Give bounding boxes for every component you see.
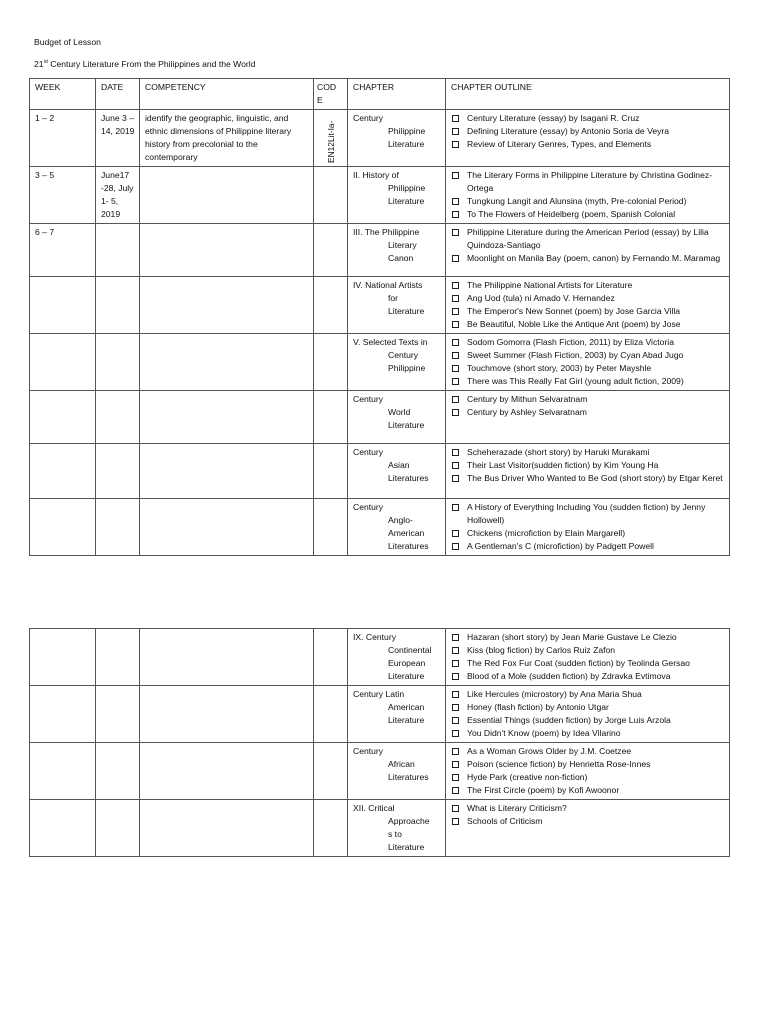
outline-item: [450, 701, 725, 714]
chapter-title: Century: [353, 113, 384, 123]
chapter-title-line: Literature: [388, 139, 425, 149]
outline-item-text: Century by Mithun Selvaratnam: [467, 394, 588, 404]
competency-cell: [140, 800, 314, 857]
checkbox-icon: [452, 660, 459, 667]
checkbox-icon: [452, 365, 459, 372]
chapter-outline-cell: [446, 444, 730, 499]
outline-item-text: Century Literature (essay) by Isagani R. Cruz: [467, 113, 640, 123]
outline-item: [450, 784, 725, 797]
chapter-cell: [348, 110, 446, 167]
outline-item-text: Touchmove (short story, 2003) by Peter Mayshle: [467, 363, 652, 373]
outline-list: [450, 802, 725, 828]
table-row: [30, 391, 730, 444]
table-row: [30, 167, 730, 224]
chapter-outline-cell: [446, 277, 730, 334]
outline-item: [450, 112, 725, 125]
outline-item: [450, 292, 725, 305]
chapter-title-line: American: [388, 702, 425, 712]
week-cell: [30, 800, 96, 857]
chapter-title-line: Literature: [388, 196, 425, 206]
chapter-outline-cell: [446, 334, 730, 391]
chapter-title-line: Continental: [388, 645, 432, 655]
code-cell: [314, 110, 348, 167]
outline-item: [450, 714, 725, 727]
chapter-outline-cell: [446, 686, 730, 743]
competency-cell: [140, 391, 314, 444]
table-row: [30, 499, 730, 556]
table-row: [30, 629, 730, 686]
outline-item-text: You Didn't Know (poem) by Idea Vilarino: [467, 728, 621, 738]
outline-item: [450, 279, 725, 292]
chapter-title-line: Anglo-: [388, 515, 413, 525]
date-cell: [96, 629, 140, 686]
outline-item: [450, 318, 725, 331]
code-text: EN12Lit-Ia-: [326, 120, 336, 164]
checkbox-icon: [452, 704, 459, 711]
checkbox-icon: [452, 321, 459, 328]
outline-item: [450, 138, 725, 151]
outline-list: [450, 169, 725, 221]
competency-cell: [140, 167, 314, 224]
outline-list: [450, 226, 725, 265]
outline-item: [450, 745, 725, 758]
chapter-title-line: Literatures: [388, 772, 429, 782]
outline-item: [450, 815, 725, 828]
checkbox-icon: [452, 295, 459, 302]
chapter-title-line: African: [388, 759, 415, 769]
chapter-title: IX. Century: [353, 632, 396, 642]
checkbox-icon: [452, 172, 459, 179]
outline-item-text: What is Literary Criticism?: [467, 803, 567, 813]
checkbox-icon: [452, 141, 459, 148]
chapter-title: IV. National Artists: [353, 280, 423, 290]
code-cell: [314, 167, 348, 224]
outline-item-text: Kiss (blog fiction) by Carlos Ruiz Zafon: [467, 645, 616, 655]
code-cell: [314, 800, 348, 857]
chapter-cell: [348, 334, 446, 391]
outline-item: [450, 375, 725, 388]
outline-item: [450, 406, 725, 419]
date-cell: [96, 277, 140, 334]
code-cell: [314, 277, 348, 334]
header-date: DATE: [96, 79, 140, 110]
checkbox-icon: [452, 818, 459, 825]
outline-item-text: Defining Literature (essay) by Antonio Soria de Veyra: [467, 126, 670, 136]
checkbox-icon: [452, 787, 459, 794]
week-cell: [30, 444, 96, 499]
outline-item-text: To The Flowers of Heidelberg (poem, Spanish Colonial: [467, 209, 676, 219]
chapter-title: XII. Critical: [353, 803, 395, 813]
outline-item-text: Hyde Park (creative non-fiction): [467, 772, 588, 782]
chapter-cell: [348, 167, 446, 224]
checkbox-icon: [452, 717, 459, 724]
date-cell: [96, 743, 140, 800]
outline-item-text: As a Woman Grows Older by J.M. Coetzee: [467, 746, 632, 756]
outline-item: [450, 501, 725, 527]
table-row: [30, 334, 730, 391]
chapter-cell: [348, 686, 446, 743]
chapter-title: Century: [353, 447, 384, 457]
checkbox-icon: [452, 339, 459, 346]
lesson-budget-table-continued: [29, 628, 730, 857]
checkbox-icon: [452, 282, 459, 289]
outline-item-text: There was This Really Fat Girl (young adult fiction, 2009): [467, 376, 684, 386]
competency-cell: [140, 444, 314, 499]
date-cell: [96, 499, 140, 556]
chapter-title: Century Latin: [353, 689, 405, 699]
header-chapter-outline: CHAPTER OUTLINE: [446, 79, 730, 110]
chapter-title: Century: [353, 746, 384, 756]
chapter-outline-cell: [446, 110, 730, 167]
checkbox-icon: [452, 229, 459, 236]
header-chapter: CHAPTER: [348, 79, 446, 110]
checkbox-icon: [452, 449, 459, 456]
chapter-title-line: Literary: [388, 240, 417, 250]
outline-item: [450, 527, 725, 540]
outline-item: [450, 362, 725, 375]
competency-cell: [140, 224, 314, 277]
chapter-cell: [348, 277, 446, 334]
outline-item: [450, 195, 725, 208]
chapter-title-line: s to: [388, 829, 402, 839]
outline-item-text: Blood of a Mole (sudden fiction) by Zdravka Evtimova: [467, 671, 671, 681]
code-cell: [314, 391, 348, 444]
outline-item: [450, 349, 725, 362]
chapter-title-line: Asian: [388, 460, 410, 470]
outline-item: [450, 336, 725, 349]
checkbox-icon: [452, 475, 459, 482]
outline-item: [450, 125, 725, 138]
week-cell: 3 – 5: [30, 167, 96, 224]
chapter-title-line: Literature: [388, 671, 425, 681]
outline-item-text: The Emperor's New Sonnet (poem) by Jose Garcia Villa: [467, 306, 681, 316]
outline-item-text: Their Last Visitor(sudden fiction) by Kim Young Ha: [467, 460, 659, 470]
outline-item: [450, 771, 725, 784]
checkbox-icon: [452, 543, 459, 550]
chapter-title-line: Philippine: [388, 363, 426, 373]
code-cell: [314, 499, 348, 556]
code-cell: [314, 743, 348, 800]
outline-item-text: Review of Literary Genres, Types, and Elements: [467, 139, 652, 149]
table-row: [30, 110, 730, 167]
outline-item: [450, 459, 725, 472]
outline-item-text: Like Hercules (microstory) by Ana Maria Shua: [467, 689, 642, 699]
checkbox-icon: [452, 504, 459, 511]
table-row: [30, 277, 730, 334]
outline-item-text: Ang Uod (tula) ni Amado V. Hernandez: [467, 293, 615, 303]
outline-item-text: Poison (science fiction) by Henrietta Rose-Innes: [467, 759, 651, 769]
week-cell: 1 – 2: [30, 110, 96, 167]
chapter-title: Century: [353, 394, 384, 404]
checkbox-icon: [452, 308, 459, 315]
chapter-title-line: Philippine: [388, 126, 426, 136]
week-cell: 6 – 7: [30, 224, 96, 277]
outline-item: [450, 631, 725, 644]
checkbox-icon: [452, 673, 459, 680]
checkbox-icon: [452, 115, 459, 122]
checkbox-icon: [452, 409, 459, 416]
outline-item: [450, 657, 725, 670]
date-cell: [96, 444, 140, 499]
checkbox-icon: [452, 805, 459, 812]
outline-item-text: The First Circle (poem) by Kofi Awoonor: [467, 785, 620, 795]
competency-cell: identify the geographic, linguistic, and ethnic dimensions of Philippine literary history from precolonial to the contemporary: [140, 110, 314, 167]
outline-item-text: A History of Everything Including You (sudden fiction) by Jenny Hollowell): [467, 502, 706, 525]
checkbox-icon: [452, 647, 459, 654]
outline-item: [450, 758, 725, 771]
chapter-outline-cell: [446, 629, 730, 686]
outline-item-text: Scheherazade (short story) by Haruki Murakami: [467, 447, 650, 457]
chapter-title-line: Literature: [388, 715, 425, 725]
outline-list: [450, 501, 725, 553]
checkbox-icon: [452, 255, 459, 262]
chapter-cell: [348, 629, 446, 686]
outline-item-text: A Gentleman's C (microfiction) by Padgett Powell: [467, 541, 654, 551]
outline-item: [450, 446, 725, 459]
chapter-title-line: Century: [388, 350, 419, 360]
lesson-budget-table: [29, 78, 730, 556]
chapter-title-line: Approache: [388, 816, 430, 826]
chapter-title-line: Philippine: [388, 183, 426, 193]
outline-item: [450, 802, 725, 815]
table-row: [30, 743, 730, 800]
outline-item: [450, 688, 725, 701]
outline-item-text: Moonlight on Manila Bay (poem, canon) by Fernando M. Maramag: [467, 253, 721, 263]
checkbox-icon: [452, 198, 459, 205]
outline-item: [450, 226, 725, 252]
table-row: [30, 800, 730, 857]
outline-item: [450, 670, 725, 683]
checkbox-icon: [452, 462, 459, 469]
week-cell: [30, 277, 96, 334]
week-cell: [30, 743, 96, 800]
chapter-title: Century: [353, 502, 384, 512]
outline-item-text: The Philippine National Artists for Literature: [467, 280, 633, 290]
checkbox-icon: [452, 730, 459, 737]
checkbox-icon: [452, 128, 459, 135]
code-cell: [314, 334, 348, 391]
checkbox-icon: [452, 378, 459, 385]
chapter-title-line: European: [388, 658, 426, 668]
document-title: Budget of Lesson: [34, 37, 101, 47]
chapter-cell: [348, 800, 446, 857]
outline-item-text: Honey (flash fiction) by Antonio Utgar: [467, 702, 609, 712]
chapter-outline-cell: [446, 167, 730, 224]
table-row: [30, 686, 730, 743]
outline-item: [450, 252, 725, 265]
date-cell: [96, 391, 140, 444]
chapter-outline-cell: [446, 499, 730, 556]
checkbox-icon: [452, 352, 459, 359]
competency-cell: [140, 686, 314, 743]
outline-list: [450, 631, 725, 683]
outline-item-text: Schools of Criticism: [467, 816, 543, 826]
outline-item: [450, 540, 725, 553]
table-row: [30, 224, 730, 277]
chapter-title-line: Literatures: [388, 541, 429, 551]
header-competency: COMPETENCY: [140, 79, 314, 110]
outline-item-text: Hazaran (short story) by Jean Marie Gustave Le Clezio: [467, 632, 677, 642]
chapter-title: III. The Philippine: [353, 227, 420, 237]
chapter-outline-cell: [446, 743, 730, 800]
week-cell: [30, 686, 96, 743]
code-cell: [314, 686, 348, 743]
chapter-outline-cell: [446, 391, 730, 444]
outline-item-text: Be Beautiful, Noble Like the Antique Ant (poem) by Jose: [467, 319, 681, 329]
date-cell: [96, 334, 140, 391]
checkbox-icon: [452, 396, 459, 403]
outline-item: [450, 169, 725, 195]
chapter-title-line: American: [388, 528, 425, 538]
chapter-title: V. Selected Texts in: [353, 337, 428, 347]
competency-cell: [140, 277, 314, 334]
chapter-title-line: Canon: [388, 253, 414, 263]
competency-cell: [140, 334, 314, 391]
outline-item-text: Century by Ashley Selvaratnam: [467, 407, 587, 417]
outline-item-text: Philippine Literature during the American Period (essay) by Lilia Quindoza-Santiago: [467, 227, 709, 250]
chapter-title-line: Literatures: [388, 473, 429, 483]
chapter-cell: [348, 224, 446, 277]
outline-list: [450, 112, 725, 151]
outline-item: [450, 208, 725, 221]
table-row: [30, 444, 730, 499]
competency-cell: [140, 743, 314, 800]
chapter-title: II. History of: [353, 170, 399, 180]
outline-list: [450, 745, 725, 797]
code-cell: [314, 444, 348, 499]
checkbox-icon: [452, 530, 459, 537]
chapter-cell: [348, 391, 446, 444]
table-header-row: [30, 79, 730, 110]
outline-item: [450, 472, 725, 485]
week-cell: [30, 629, 96, 686]
checkbox-icon: [452, 634, 459, 641]
checkbox-icon: [452, 774, 459, 781]
chapter-cell: [348, 444, 446, 499]
outline-item: [450, 393, 725, 406]
outline-list: [450, 446, 725, 485]
chapter-title-line: Literature: [388, 842, 425, 852]
outline-item: [450, 727, 725, 740]
chapter-outline-cell: [446, 224, 730, 277]
date-cell: June17 -28, July 1- 5, 2019: [96, 167, 140, 224]
date-cell: [96, 686, 140, 743]
chapter-title-line: World: [388, 407, 411, 417]
outline-list: [450, 279, 725, 331]
subtitle-pre: 21: [34, 59, 44, 69]
checkbox-icon: [452, 761, 459, 768]
chapter-title-line: Literature: [388, 420, 425, 430]
outline-item-text: Essential Things (sudden fiction) by Jorge Luis Arzola: [467, 715, 671, 725]
checkbox-icon: [452, 691, 459, 698]
date-cell: [96, 800, 140, 857]
week-cell: [30, 334, 96, 391]
header-code: COD E: [314, 79, 348, 110]
date-cell: June 3 – 14, 2019: [96, 110, 140, 167]
document-subtitle: [34, 59, 255, 69]
outline-list: [450, 336, 725, 388]
outline-item-text: The Bus Driver Who Wanted to Be God (short story) by Etgar Keret: [467, 473, 723, 483]
outline-item-text: The Literary Forms in Philippine Literature by Christina Godinez-Ortega: [467, 170, 713, 193]
code-cell: [314, 629, 348, 686]
outline-item-text: Sodom Gomorra (Flash Fiction, 2011) by Eliza Victoria: [467, 337, 674, 347]
outline-item: [450, 644, 725, 657]
competency-cell: [140, 629, 314, 686]
chapter-cell: [348, 499, 446, 556]
code-cell: [314, 224, 348, 277]
competency-cell: [140, 499, 314, 556]
chapter-outline-cell: [446, 800, 730, 857]
outline-item-text: Chickens (microfiction by Elain Margarell): [467, 528, 626, 538]
outline-list: [450, 688, 725, 740]
outline-list: [450, 393, 725, 419]
header-week: WEEK: [30, 79, 96, 110]
chapter-title-line: for: [388, 293, 399, 303]
chapter-title-line: Literature: [388, 306, 425, 316]
week-cell: [30, 391, 96, 444]
outline-item: [450, 305, 725, 318]
week-cell: [30, 499, 96, 556]
subtitle-sup: st: [43, 59, 48, 66]
subtitle-post: Century Literature From the Philippines and the World: [47, 59, 256, 69]
date-cell: [96, 224, 140, 277]
chapter-cell: [348, 743, 446, 800]
checkbox-icon: [452, 211, 459, 218]
checkbox-icon: [452, 748, 459, 755]
outline-item-text: Tungkung Langit and Alunsina (myth, Pre-colonial Period): [467, 196, 687, 206]
outline-item-text: The Red Fox Fur Coat (sudden fiction) by Teolinda Gersao: [467, 658, 690, 668]
outline-item-text: Sweet Summer (Flash Fiction, 2003) by Cyan Abad Jugo: [467, 350, 684, 360]
